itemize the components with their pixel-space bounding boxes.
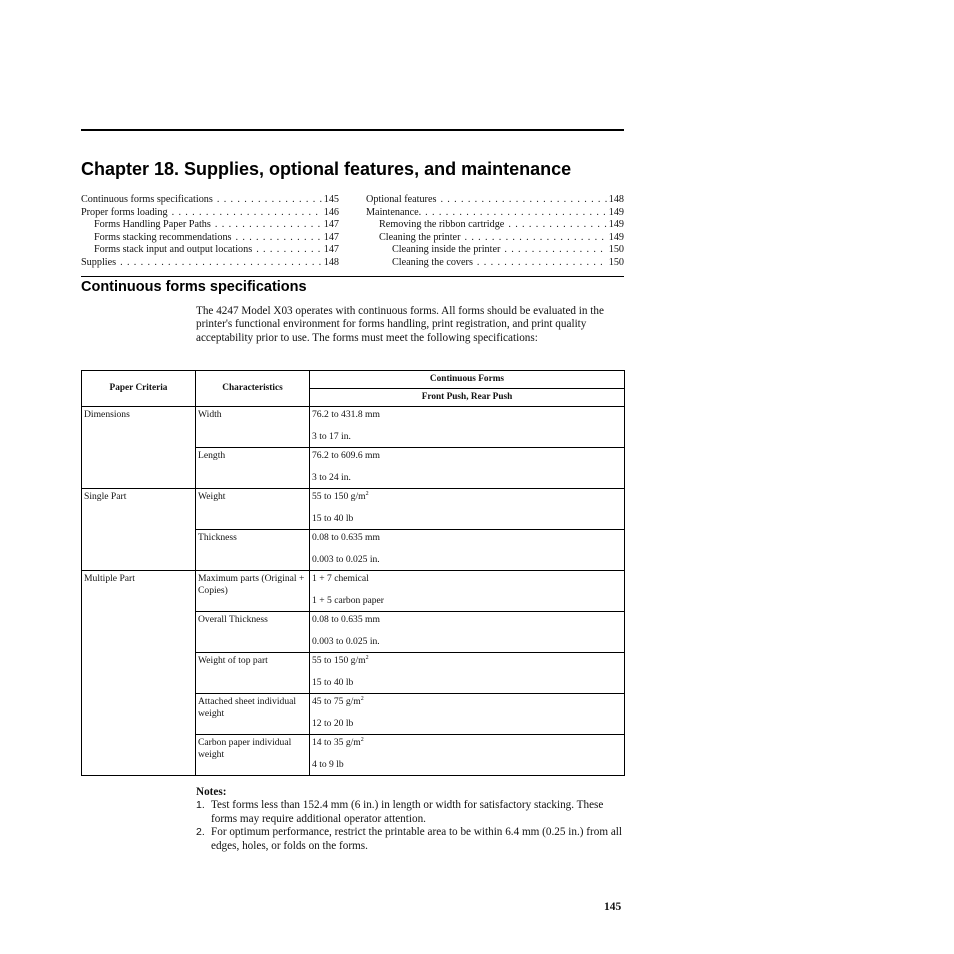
metric-value: [312, 450, 622, 462]
header-paper-criteria: Paper Criteria: [82, 371, 196, 407]
notes-title: Notes:: [196, 786, 227, 798]
value-cell: [310, 694, 625, 735]
toc-entry-label: Cleaning the printer: [379, 231, 461, 243]
header-continuous-forms: Continuous Forms: [310, 371, 625, 389]
toc-entry: [81, 219, 339, 232]
toc-entry-label: Continuous forms specifications: [81, 194, 213, 205]
note-text: For optimum performance, restrict the printable area to be within 6.4 mm (0.25 in.) from all edges, holes, or folds on the forms.: [211, 826, 623, 852]
superscript: 2: [365, 491, 369, 497]
toc-leader-dots: [213, 194, 322, 207]
toc-entry-label: Proper forms loading: [81, 206, 168, 218]
toc-leader-dots: [252, 244, 322, 257]
toc-entry-page: 150: [608, 244, 624, 255]
imperial-value: 1 + 5 carbon paper: [312, 594, 385, 606]
note-text: Test forms less than 152.4 mm (6 in.) in length or width for satisfactory stacking. These forms may require additional operator attention.: [211, 799, 604, 825]
note-item: [196, 826, 624, 853]
criteria-cell: Multiple Part: [82, 571, 196, 776]
value-cell: [310, 407, 625, 448]
toc-entry-label: Maintenance.: [366, 206, 422, 218]
value-cell: [310, 571, 625, 612]
metric-value: [312, 573, 622, 585]
toc-entry: [81, 194, 339, 207]
toc-entry: [81, 257, 339, 270]
toc-entry-page: 146: [323, 206, 339, 218]
toc-entry: [81, 244, 339, 257]
section-intro: The 4247 Model X03 operates with continuous forms. All forms should be evaluated in the printer's functional environment for forms handling, print registration, and print quality acceptability prior to use. The forms must meet the following specifications:: [196, 305, 604, 344]
metric-value: [312, 491, 622, 503]
toc-leader-dots: [211, 219, 322, 232]
section-rule: [81, 276, 624, 277]
value-cell: [310, 653, 625, 694]
top-rule: [81, 129, 624, 131]
imperial-value: 0.003 to 0.025 in.: [312, 635, 380, 647]
toc-entry-label: Optional features: [366, 194, 437, 205]
toc-right-column: [366, 194, 624, 269]
characteristic-cell: Width: [196, 407, 310, 448]
toc-entry-label: Cleaning inside the printer: [392, 244, 501, 255]
header-front-push-rear-push: Front Push, Rear Push: [310, 389, 625, 407]
toc-entry: [81, 207, 339, 220]
notes-list: [196, 799, 624, 853]
toc-leader-dots: [504, 219, 606, 232]
value-spacer: [312, 749, 622, 759]
toc-entry-label: Cleaning the covers: [392, 256, 473, 268]
characteristic-cell: Thickness: [196, 530, 310, 571]
toc-left-column: [81, 194, 339, 269]
toc-entry-label: Supplies: [81, 256, 117, 268]
note-item: [196, 799, 624, 826]
characteristic-cell: Weight: [196, 489, 310, 530]
value-cell: [310, 448, 625, 489]
value-spacer: [312, 544, 622, 554]
table-row: [82, 571, 625, 612]
imperial-value: 15 to 40 lb: [312, 676, 354, 688]
value-spacer: [312, 462, 622, 472]
superscript: 2: [360, 737, 364, 743]
value-cell: [310, 612, 625, 653]
table-row: [82, 489, 625, 530]
toc-entry: [81, 232, 339, 245]
metric-text: 55 to 150 g/m: [312, 491, 366, 502]
toc-entry-page: 147: [323, 231, 339, 243]
toc-entry-page: 148: [323, 256, 339, 268]
toc-entry-label: Removing the ribbon cartridge: [379, 219, 505, 230]
toc-entry-page: 149: [608, 219, 624, 230]
metric-value: [312, 409, 622, 421]
imperial-value: 4 to 9 lb: [312, 758, 344, 770]
toc-leader-dots: [460, 232, 606, 245]
metric-text: 0.08 to 0.635 mm: [312, 614, 380, 625]
toc-leader-dots: [436, 194, 606, 207]
characteristic-cell: Weight of top part: [196, 653, 310, 694]
toc-leader-dots: [116, 257, 322, 270]
toc-entry-page: 147: [323, 219, 339, 230]
section-title: Continuous forms specifications: [81, 279, 307, 295]
toc-entry: [366, 244, 624, 257]
toc-entry: [366, 232, 624, 245]
value-spacer: [312, 421, 622, 431]
imperial-value: 3 to 17 in.: [312, 430, 351, 442]
criteria-cell: Single Part: [82, 489, 196, 571]
toc-leader-dots: [473, 257, 607, 270]
characteristic-cell: Length: [196, 448, 310, 489]
toc-entry: [366, 194, 624, 207]
superscript: 2: [365, 655, 369, 661]
toc-leader-dots: [500, 244, 606, 257]
value-spacer: [312, 585, 622, 595]
toc-entry: [366, 257, 624, 270]
metric-text: 45 to 75 g/m: [312, 696, 361, 707]
value-cell: [310, 530, 625, 571]
metric-text: 76.2 to 431.8 mm: [312, 409, 380, 420]
characteristic-cell: Overall Thickness: [196, 612, 310, 653]
toc-entry-page: 148: [608, 194, 624, 205]
toc-leader-dots: [168, 207, 322, 220]
metric-value: [312, 696, 622, 708]
value-spacer: [312, 708, 622, 718]
note-number: 2.: [196, 826, 205, 839]
metric-text: 76.2 to 609.6 mm: [312, 450, 380, 461]
toc-entry-page: 145: [323, 194, 339, 205]
metric-text: 1 + 7 chemical: [312, 573, 369, 584]
metric-text: 0.08 to 0.635 mm: [312, 532, 380, 543]
specifications-table: [81, 370, 625, 776]
imperial-value: 0.003 to 0.025 in.: [312, 553, 380, 565]
metric-value: [312, 614, 622, 626]
toc-entry-page: 149: [608, 231, 624, 243]
header-characteristics: Characteristics: [196, 371, 310, 407]
toc-entry-label: Forms stack input and output locations: [94, 244, 253, 255]
toc-entry-page: 150: [608, 256, 624, 268]
note-number: 1.: [196, 799, 205, 812]
metric-value: [312, 655, 622, 667]
notes: [196, 786, 624, 853]
imperial-value: 15 to 40 lb: [312, 512, 354, 524]
toc-leader-dots: [232, 232, 322, 245]
chapter-title: Chapter 18. Supplies, optional features, and maintenance: [81, 159, 572, 179]
value-cell: [310, 489, 625, 530]
value-spacer: [312, 503, 622, 513]
metric-text: 55 to 150 g/m: [312, 655, 366, 666]
characteristic-cell: Maximum parts (Original + Copies): [196, 571, 310, 612]
page-number: 145: [604, 901, 622, 913]
superscript: 2: [360, 696, 364, 702]
toc-entry-label: Forms stacking recommendations: [94, 231, 232, 243]
characteristic-cell: Carbon paper individual weight: [196, 735, 310, 776]
imperial-value: 12 to 20 lb: [312, 717, 354, 729]
characteristic-cell: Attached sheet individual weight: [196, 694, 310, 735]
toc-entry-label: Forms Handling Paper Paths: [94, 219, 211, 230]
toc-entry: [366, 219, 624, 232]
toc-entry-page: 147: [323, 244, 339, 255]
toc-entry: [366, 207, 624, 220]
metric-value: [312, 532, 622, 544]
toc-leader-dots: [421, 207, 607, 220]
toc-entry-page: 149: [608, 206, 624, 218]
criteria-cell: Dimensions: [82, 407, 196, 489]
value-spacer: [312, 626, 622, 636]
table-row: [82, 407, 625, 448]
value-cell: [310, 735, 625, 776]
imperial-value: 3 to 24 in.: [312, 471, 351, 483]
metric-text: 14 to 35 g/m: [312, 737, 361, 748]
metric-value: [312, 737, 622, 749]
value-spacer: [312, 667, 622, 677]
